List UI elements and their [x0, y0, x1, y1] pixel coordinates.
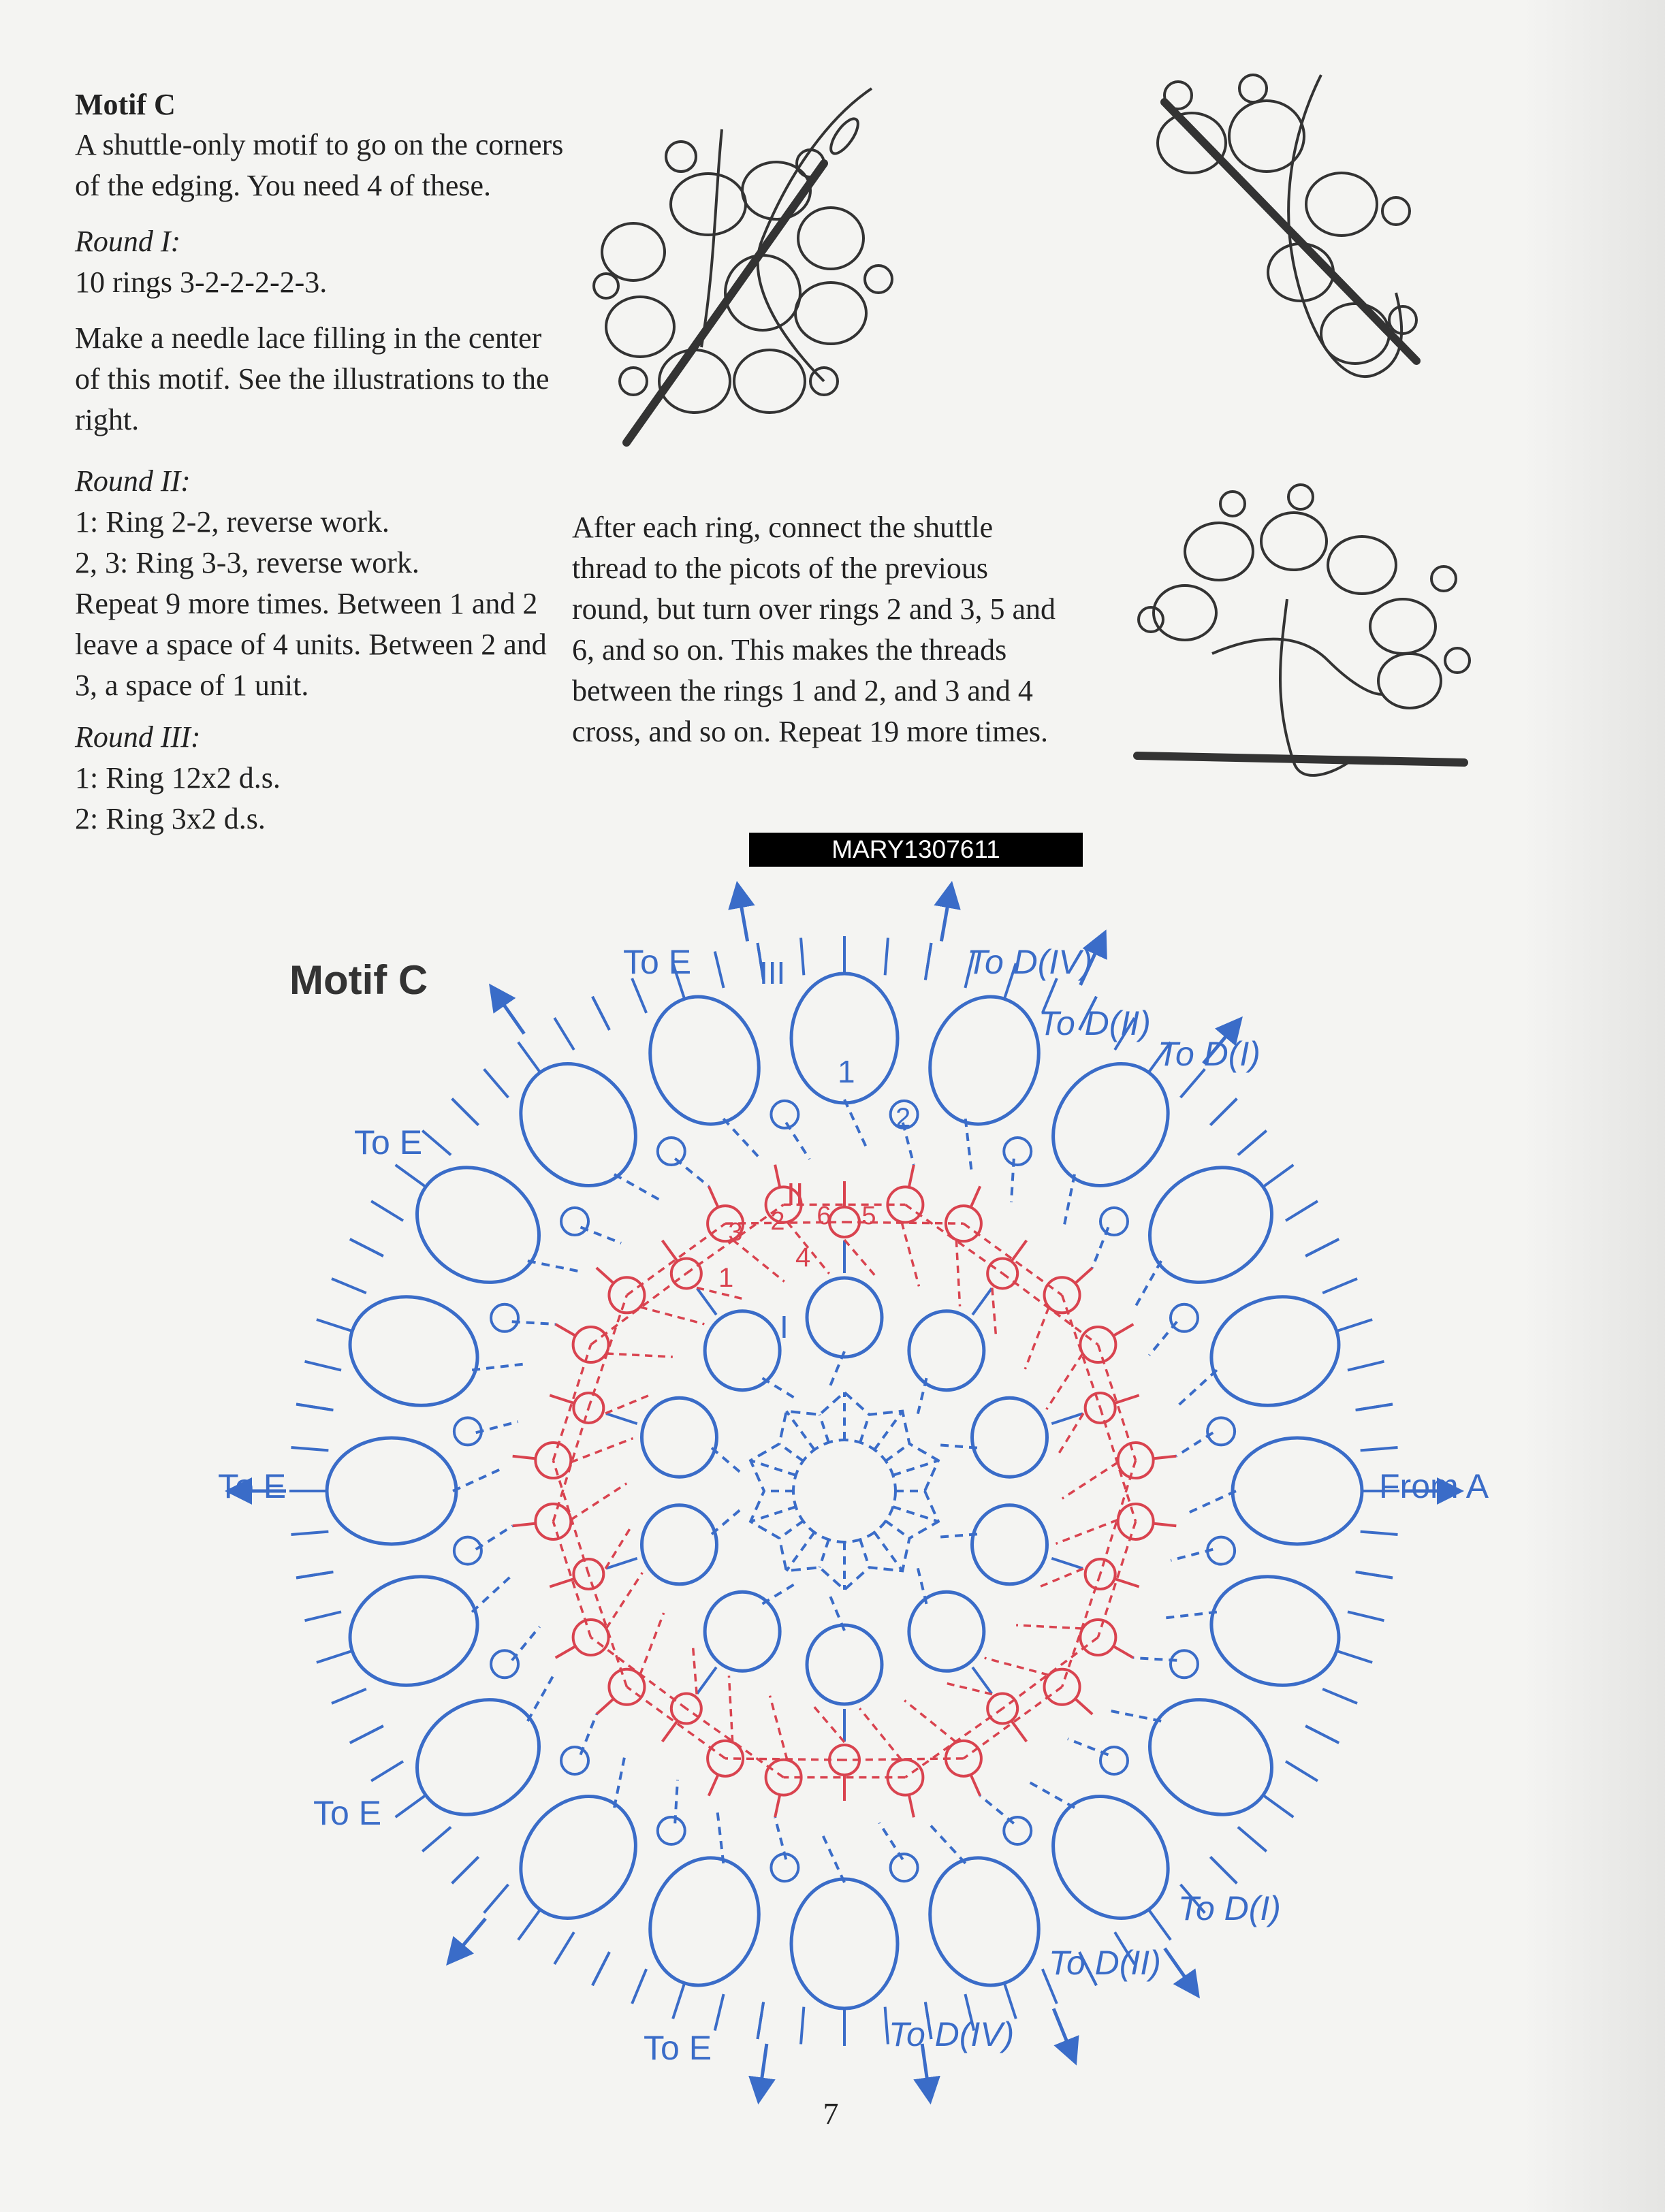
round2-picot — [1115, 1395, 1139, 1403]
round3-picot — [1181, 1069, 1205, 1097]
round1-ring — [909, 1311, 984, 1390]
round3-picot — [554, 1932, 574, 1964]
round3-shuttle-thread — [1184, 1491, 1236, 1515]
round3-shuttle-thread — [844, 1100, 868, 1151]
round2-shuttle-thread — [605, 1396, 648, 1413]
round3-join-thread — [581, 1714, 597, 1755]
round3-picot — [452, 1099, 479, 1125]
round3-picot — [1004, 1983, 1016, 2019]
round3-picot — [885, 2007, 888, 2045]
round3-picot — [673, 1983, 684, 2019]
round3-small-ring — [1171, 1304, 1198, 1332]
connection-arrow-icon — [1053, 2008, 1068, 2047]
round3-small-ring — [561, 1208, 588, 1235]
round3-picot — [715, 1994, 724, 2030]
ring-number-r3-1: 1 — [838, 1054, 855, 1089]
round3-small-ring — [1171, 1650, 1198, 1678]
label-bottom-left-to-e: To E — [644, 2029, 712, 2067]
round3-picot — [1356, 1572, 1393, 1578]
round2-picot — [709, 1775, 718, 1796]
round2-shuttle-thread — [985, 1658, 1049, 1675]
round3-shuttle-thread — [1025, 1780, 1075, 1808]
center-web-spoke — [860, 1415, 869, 1443]
round3-picot — [350, 1726, 383, 1743]
round3-large-ring — [327, 1438, 456, 1544]
round3-picot — [1322, 1689, 1357, 1703]
label-right-from-a: From A — [1379, 1467, 1489, 1505]
round2-shuttle-thread — [859, 1708, 902, 1760]
round3-picot — [1238, 1131, 1267, 1155]
round3-large-ring — [1197, 1560, 1353, 1701]
round2-picot — [909, 1165, 914, 1187]
round2-shuttle-thread — [904, 1701, 956, 1742]
round1-ring — [705, 1311, 780, 1390]
round3-small-ring — [1207, 1417, 1235, 1445]
round3-small-ring — [771, 1101, 798, 1128]
round3-picot — [632, 978, 646, 1013]
round1-ring — [972, 1398, 1047, 1477]
round3-picot — [317, 1651, 352, 1663]
round3-picot — [396, 1795, 426, 1817]
center-web-spoke — [820, 1415, 829, 1443]
round3-picot — [1210, 1099, 1237, 1125]
round3-join-thread — [1149, 1321, 1177, 1355]
round2-picot — [1113, 1646, 1133, 1658]
round3-join-thread — [1171, 1550, 1213, 1560]
round3-picot — [1348, 1612, 1384, 1620]
center-web-spoke — [820, 1539, 829, 1567]
round3-picot — [715, 952, 724, 988]
round3-shuttle-thread — [966, 1119, 972, 1175]
round3-join-thread — [1068, 1739, 1109, 1754]
round1-web-link — [917, 1378, 926, 1419]
round2-picot — [775, 1165, 780, 1187]
round-label-i: I — [780, 1309, 789, 1345]
round3-picot — [452, 1857, 479, 1883]
round3-large-ring — [1127, 1676, 1294, 1838]
round3-small-ring — [1100, 1747, 1128, 1774]
round2-shuttle-thread — [770, 1696, 787, 1760]
round1-web-link — [936, 1445, 977, 1448]
round1-picot — [1051, 1413, 1083, 1424]
round3-picot — [317, 1319, 352, 1331]
round3-join-thread — [512, 1626, 540, 1660]
label-bottom-right-to-d-ii: To D(II) — [1049, 1944, 1161, 1982]
round3-join-thread — [1011, 1159, 1014, 1202]
round3-picot — [1305, 1239, 1339, 1256]
round2-shuttle-thread — [902, 1222, 919, 1286]
round3-join-thread — [1133, 1658, 1177, 1661]
round3-picot — [1348, 1362, 1384, 1371]
round2-picot — [513, 1456, 536, 1459]
round2-shuttle-thread — [1047, 1353, 1083, 1409]
round3-large-ring — [1127, 1144, 1294, 1306]
round3-picot — [484, 1885, 509, 1913]
round2-picot — [550, 1395, 574, 1403]
round2-shuttle-thread — [956, 1240, 960, 1307]
round3-picot — [1337, 1319, 1372, 1331]
center-web-spoke — [780, 1444, 804, 1461]
ring-number-r2-1: 1 — [718, 1263, 734, 1293]
round2-shuttle-thread — [571, 1484, 627, 1520]
round3-shuttle-thread — [1063, 1174, 1075, 1230]
round2-line2: 2, 3: Ring 3-3, reverse work. — [75, 546, 419, 579]
round2-shuttle-thread — [844, 1240, 875, 1275]
round2-line3: Repeat 9 more times. Between 1 and 2 leave a space of 4 units. Between 2 and 3, a space of 1 unit. — [75, 587, 547, 702]
center-web-spoke — [886, 1444, 910, 1461]
round3-shuttle-thread — [717, 1807, 724, 1863]
ring-number-r2-6: 6 — [816, 1202, 831, 1230]
round3-join-thread — [675, 1159, 708, 1187]
round2-shuttle-thread — [992, 1287, 996, 1334]
round3-picot — [396, 1165, 426, 1187]
needle-lace-text: After each ring, connect the shuttle thread to the picots of the previous round, but turn over rings 2 and 3, 5 and 6, and so on. This makes the threads between the rings 1 and 2, and 3 and 4 cross, and so on. Repeat 19 more times. — [572, 511, 1056, 748]
round3-join-thread — [980, 1796, 1013, 1824]
round3-picot — [592, 997, 609, 1030]
round3-join-thread — [775, 1817, 786, 1859]
round2-shuttle-thread — [1025, 1307, 1049, 1369]
round3-picot — [1322, 1279, 1357, 1293]
round3-picot — [422, 1827, 451, 1852]
round3-join-thread — [476, 1526, 513, 1550]
round2-picot — [597, 1699, 614, 1714]
round3-picot — [332, 1689, 366, 1703]
round3-picot — [332, 1279, 366, 1293]
ring-number-r3-2: 2 — [895, 1103, 911, 1133]
label-top-right-to-d-i: To D(I) — [1158, 1035, 1260, 1073]
round2-picot — [775, 1795, 780, 1817]
round2-picot — [1011, 1240, 1026, 1262]
round2-picot — [550, 1579, 574, 1587]
round1-ring — [909, 1592, 984, 1671]
round3-small-ring — [658, 1817, 685, 1844]
round3-join-thread — [1092, 1228, 1108, 1268]
round1-ring — [807, 1278, 882, 1357]
round2-picot — [709, 1186, 718, 1207]
round3-join-thread — [512, 1321, 556, 1324]
round2-shuttle-thread — [1041, 1569, 1083, 1586]
round3-join-thread — [1176, 1432, 1213, 1456]
round1-web-link — [763, 1378, 798, 1400]
round3-picot — [518, 1042, 540, 1072]
round3-large-ring — [634, 982, 775, 1138]
round2-picot — [1154, 1456, 1177, 1459]
ring-number-r2-3: 3 — [728, 1218, 743, 1247]
connection-arrow-icon — [501, 1000, 524, 1033]
round3-large-ring — [497, 1041, 659, 1208]
round2-shuttle-thread — [814, 1707, 844, 1742]
round3-picot — [484, 1069, 509, 1097]
round3-small-ring — [891, 1854, 918, 1881]
round-label-ii: II — [787, 1176, 804, 1212]
round2-shuttle-thread — [729, 1676, 732, 1742]
round3-large-ring — [1197, 1281, 1353, 1422]
center-web-spoke — [874, 1411, 902, 1450]
label-bottom-right-to-d-iv: To D(IV) — [889, 2015, 1015, 2053]
round2-shuttle-thread — [1056, 1520, 1117, 1543]
round2-picot — [513, 1524, 536, 1526]
label-top-right-to-d-ii: To D(II) — [1038, 1004, 1151, 1042]
round1-web-link — [917, 1563, 926, 1604]
round3-large-ring — [1233, 1438, 1362, 1544]
center-web-spoke — [780, 1521, 804, 1538]
motif-title: Motif C — [75, 88, 176, 121]
round2-shuttle-thread — [606, 1573, 642, 1629]
round3-shuttle-thread — [723, 1119, 762, 1161]
round3-heading: Round III: — [75, 720, 201, 754]
round2-picot — [556, 1324, 575, 1336]
round2-shuttle-thread — [693, 1648, 697, 1694]
round3-large-ring — [497, 1774, 659, 1940]
round3-join-thread — [675, 1780, 678, 1823]
round2-picot — [1154, 1524, 1177, 1526]
round3-small-ring — [491, 1304, 518, 1332]
round1-picot — [1051, 1558, 1083, 1569]
round3-large-ring — [1030, 1774, 1192, 1940]
label-top-right-to-d-iv: To D(IV) — [967, 943, 1093, 981]
round3-join-thread — [581, 1228, 622, 1243]
round3-large-ring — [791, 1879, 898, 2008]
round3-picot — [350, 1239, 383, 1256]
round3-picot — [371, 1761, 403, 1781]
round3-large-ring — [336, 1281, 492, 1422]
round3-picot — [632, 1969, 646, 2004]
round1-text: 10 rings 3-2-2-2-2-3. — [75, 266, 328, 299]
round2-picot — [970, 1186, 980, 1207]
connection-arrow-icon — [761, 2044, 767, 2084]
round3-large-ring — [914, 1844, 1055, 2000]
round1-picot — [697, 1667, 716, 1694]
round3-large-ring — [336, 1560, 492, 1701]
round2-line1: 1: Ring 2-2, reverse work. — [75, 505, 390, 539]
round3-picot — [1263, 1795, 1293, 1817]
round1-ring — [641, 1398, 716, 1477]
round1-ring — [972, 1505, 1047, 1584]
round3-picot — [1210, 1857, 1237, 1883]
round2-picot — [556, 1646, 575, 1658]
round3-picot — [1286, 1201, 1318, 1221]
round1-heading: Round I: — [75, 225, 181, 258]
round3-picot — [296, 1572, 333, 1578]
round3-shuttle-thread — [927, 1821, 966, 1863]
round3-shuttle-thread — [528, 1261, 584, 1272]
round3-picot — [925, 943, 932, 980]
round2-shuttle-thread — [1016, 1625, 1083, 1629]
round3-picot — [1361, 1447, 1398, 1450]
round3-small-ring — [454, 1537, 481, 1565]
connection-arrow-icon — [1164, 1949, 1188, 1982]
label-lower-left-to-e: To E — [313, 1794, 382, 1832]
round3-picot — [1356, 1405, 1393, 1411]
round3-picot — [885, 938, 888, 976]
round3-small-ring — [658, 1138, 685, 1165]
round3-small-ring — [1100, 1208, 1128, 1235]
round3-large-ring — [394, 1676, 561, 1838]
round3-shuttle-thread — [1133, 1261, 1161, 1311]
round2-heading: Round II: — [75, 464, 191, 498]
ring-number-r2-2: 2 — [770, 1207, 785, 1236]
center-web-spoke — [886, 1521, 910, 1538]
label-left-to-e: To E — [218, 1467, 287, 1505]
round3-large-ring — [914, 982, 1055, 1138]
round1-ring — [705, 1592, 780, 1671]
ring-number-r2-4: 4 — [795, 1243, 811, 1272]
round2-picot — [663, 1240, 678, 1262]
round2-picot — [1113, 1324, 1133, 1336]
round3-shuttle-thread — [1160, 1612, 1217, 1619]
center-web-spoke — [787, 1533, 814, 1571]
round2-picot — [663, 1720, 678, 1742]
round2-shuttle-thread — [1062, 1462, 1118, 1498]
connection-arrow-icon — [459, 1919, 486, 1950]
round3-small-ring — [1004, 1138, 1031, 1165]
round1-picot — [606, 1413, 637, 1424]
round3-picot — [592, 1952, 609, 1985]
round3-picot — [1337, 1651, 1372, 1663]
center-web-spoke — [860, 1539, 869, 1567]
round1-ring — [641, 1505, 716, 1584]
round2-shuttle-thread — [640, 1307, 705, 1324]
round1-picot — [972, 1288, 992, 1315]
round-label-iii: III — [759, 955, 786, 991]
round2-picot — [1115, 1579, 1139, 1587]
round3-shuttle-thread — [614, 1174, 664, 1202]
round3-picot — [518, 1910, 540, 1940]
round3-picot — [801, 938, 804, 976]
round1-web-link — [712, 1507, 744, 1534]
round3-shuttle-thread — [1105, 1710, 1161, 1721]
label-bottom-right-to-d-i: To D(I) — [1178, 1889, 1281, 1927]
round3-shuttle-thread — [821, 1831, 844, 1882]
round3-picot — [291, 1532, 329, 1535]
round3-large-ring — [634, 1844, 775, 2000]
round3-picot — [305, 1362, 341, 1371]
round3-picot — [801, 2007, 804, 2045]
round3-picot — [1305, 1726, 1339, 1743]
round1-picot — [606, 1558, 637, 1569]
round1-web-link — [712, 1448, 744, 1475]
round3-picot — [1238, 1827, 1267, 1852]
label-upper-left-to-e: To E — [354, 1123, 423, 1161]
round3-picot — [1361, 1532, 1398, 1535]
round3-picot — [1149, 1910, 1171, 1940]
round3-join-thread — [786, 1123, 810, 1159]
round3-join-thread — [476, 1422, 518, 1432]
round1-web-link — [936, 1534, 977, 1537]
round2-picot — [1075, 1699, 1092, 1714]
ring-number-r2-5: 5 — [861, 1202, 876, 1230]
label-top-left-to-e: To E — [623, 943, 692, 981]
center-web-spoke — [874, 1533, 902, 1571]
round2-picot — [970, 1775, 980, 1796]
round1-ring — [807, 1625, 882, 1704]
round3-picot — [554, 1018, 574, 1050]
round3-picot — [371, 1201, 403, 1221]
round3-shuttle-thread — [472, 1364, 528, 1371]
round2-shuttle-thread — [606, 1353, 673, 1357]
round1-note: Make a needle lace filling in the center of this motif. See the illustrations to the right. — [75, 321, 550, 436]
round3-shuttle-thread — [472, 1573, 514, 1612]
round3-picot — [422, 1131, 451, 1155]
round3-picot — [296, 1405, 333, 1411]
center-web-spoke — [787, 1411, 814, 1450]
round3-picot — [1286, 1761, 1318, 1781]
round3-line2: 2: Ring 3x2 d.s. — [75, 802, 266, 835]
diagram-title: Motif C — [289, 957, 428, 1003]
round3-shuttle-thread — [528, 1671, 556, 1721]
round3-join-thread — [879, 1823, 903, 1859]
round3-small-ring — [1004, 1817, 1031, 1844]
round3-small-ring — [561, 1747, 588, 1774]
round3-shuttle-thread — [614, 1752, 626, 1808]
round2-picot — [909, 1795, 914, 1817]
page-number: 7 — [823, 2096, 839, 2131]
motif-intro: A shuttle-only motif to go on the corners of the edging. You need 4 of these. — [75, 128, 564, 202]
round2-picot — [1075, 1268, 1092, 1283]
round3-picot — [305, 1612, 341, 1620]
center-filling — [793, 1440, 895, 1542]
connection-arrow-icon — [941, 901, 948, 941]
round3-small-ring — [491, 1650, 518, 1678]
round3-shuttle-thread — [453, 1467, 505, 1491]
round3-shuttle-thread — [1175, 1370, 1217, 1409]
round2-picot — [597, 1268, 614, 1283]
round3-large-ring — [394, 1144, 561, 1306]
round2-shuttle-thread — [640, 1613, 664, 1675]
round1-web-link — [763, 1582, 798, 1604]
round3-picot — [291, 1447, 329, 1450]
id-stamp: MARY1307611 — [749, 833, 1083, 867]
round3-line1: 1: Ring 12x2 d.s. — [75, 761, 281, 795]
round2-picot — [1011, 1720, 1026, 1742]
connection-arrow-icon — [740, 901, 747, 941]
round3-picot — [758, 2002, 764, 2039]
round2-shuttle-thread — [571, 1439, 633, 1462]
round3-picot — [1263, 1165, 1293, 1187]
